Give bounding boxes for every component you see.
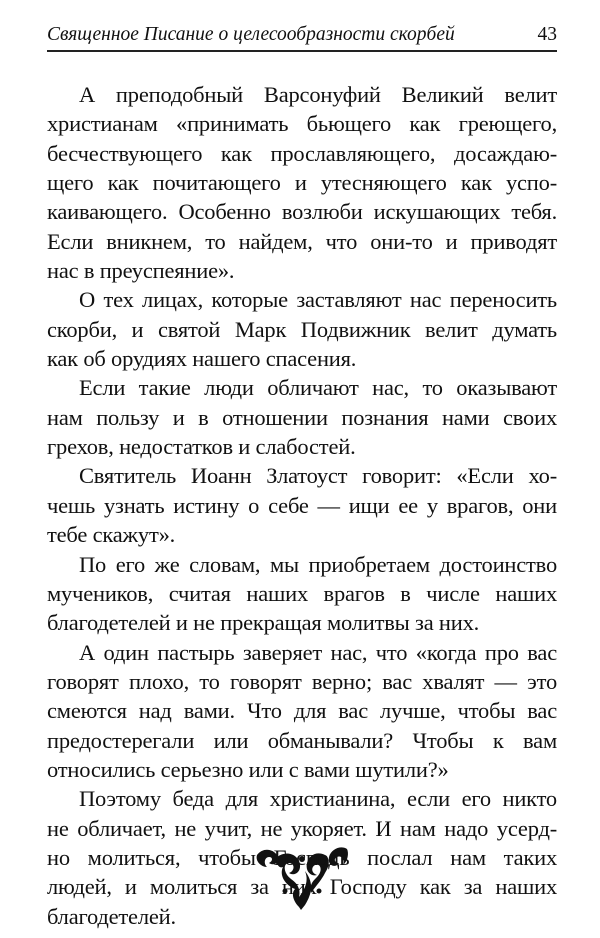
text-line: мучеников, считая наших врагов в числе наших xyxy=(47,580,557,606)
text-line: бесчествующего как прославляющего, досаждаю- xyxy=(47,140,557,166)
text-line: говорят плохо, то говорят верно; вас хвалят — это xyxy=(47,668,557,694)
text-line: Если вникнем, то найдем, что они-то и приводят xyxy=(47,228,557,254)
text-line: нам пользу и в отношении познания нами своих xyxy=(47,404,557,430)
paragraph xyxy=(47,373,557,461)
text-line: относились серьезно или с вами шутили?» xyxy=(47,756,449,782)
body-text xyxy=(47,80,557,931)
text-line: благодетелей и не прекращая молитвы за них. xyxy=(47,610,480,636)
text-line: щего как почитающего и утесняющего как успо- xyxy=(47,170,557,196)
paragraph xyxy=(47,80,557,285)
text-line: А преподобный Варсонуфий Великий велит xyxy=(79,82,557,107)
paragraph xyxy=(47,784,557,931)
text-line: грехов, недостатков и слабостей. xyxy=(47,434,356,460)
text-line: людей, и молиться за них Господу как за наших xyxy=(47,874,557,900)
running-header xyxy=(47,20,557,52)
text-line: не обличает, не учит, не укоряет. И нам надо усерд- xyxy=(47,815,557,841)
text-line: смеются над вами. Что для вас лучше, чтобы вас xyxy=(47,698,557,724)
text-line: Поэтому беда для христианина, если его никто xyxy=(79,786,557,812)
text-line: Если такие люди обличают нас, то оказывают xyxy=(79,375,557,401)
text-line: О тех лицах, которые заставляют нас переносить xyxy=(79,287,557,313)
text-line: благодетелей. xyxy=(47,903,176,929)
paragraph xyxy=(47,461,557,549)
paragraph xyxy=(47,285,557,373)
page-number: 43 xyxy=(537,24,557,45)
text-line: чешь узнать истину о себе — ищи ее у врагов, они xyxy=(47,492,557,518)
text-line: скорби, и святой Марк Подвижник велит думать xyxy=(47,316,557,342)
paragraph xyxy=(47,638,557,785)
text-line: тебе скажут». xyxy=(47,522,176,548)
running-header-title: Священное Писание о целесообразности скорбей xyxy=(47,24,455,45)
text-line: каивающего. Особенно возлюби искушающих тебя. xyxy=(47,199,557,225)
text-line: как об орудиях нашего спасения. xyxy=(47,346,357,372)
text-line: но молиться, чтобы Господь послал нам таких xyxy=(47,844,557,870)
text-line: нас в преуспеяние». xyxy=(47,258,235,284)
text-line: предостерегали или обманывали? Чтобы к вам xyxy=(47,727,557,753)
paragraph xyxy=(47,550,557,638)
text-line: христианам «принимать бьющего как греющего, xyxy=(47,111,557,137)
text-line: По его же словам, мы приобретаем достоинство xyxy=(79,551,557,577)
text-line: А один пастырь заверяет нас, что «когда про вас xyxy=(79,639,557,665)
text-line: Святитель Иоанн Златоуст говорит: «Если хо- xyxy=(79,463,557,489)
